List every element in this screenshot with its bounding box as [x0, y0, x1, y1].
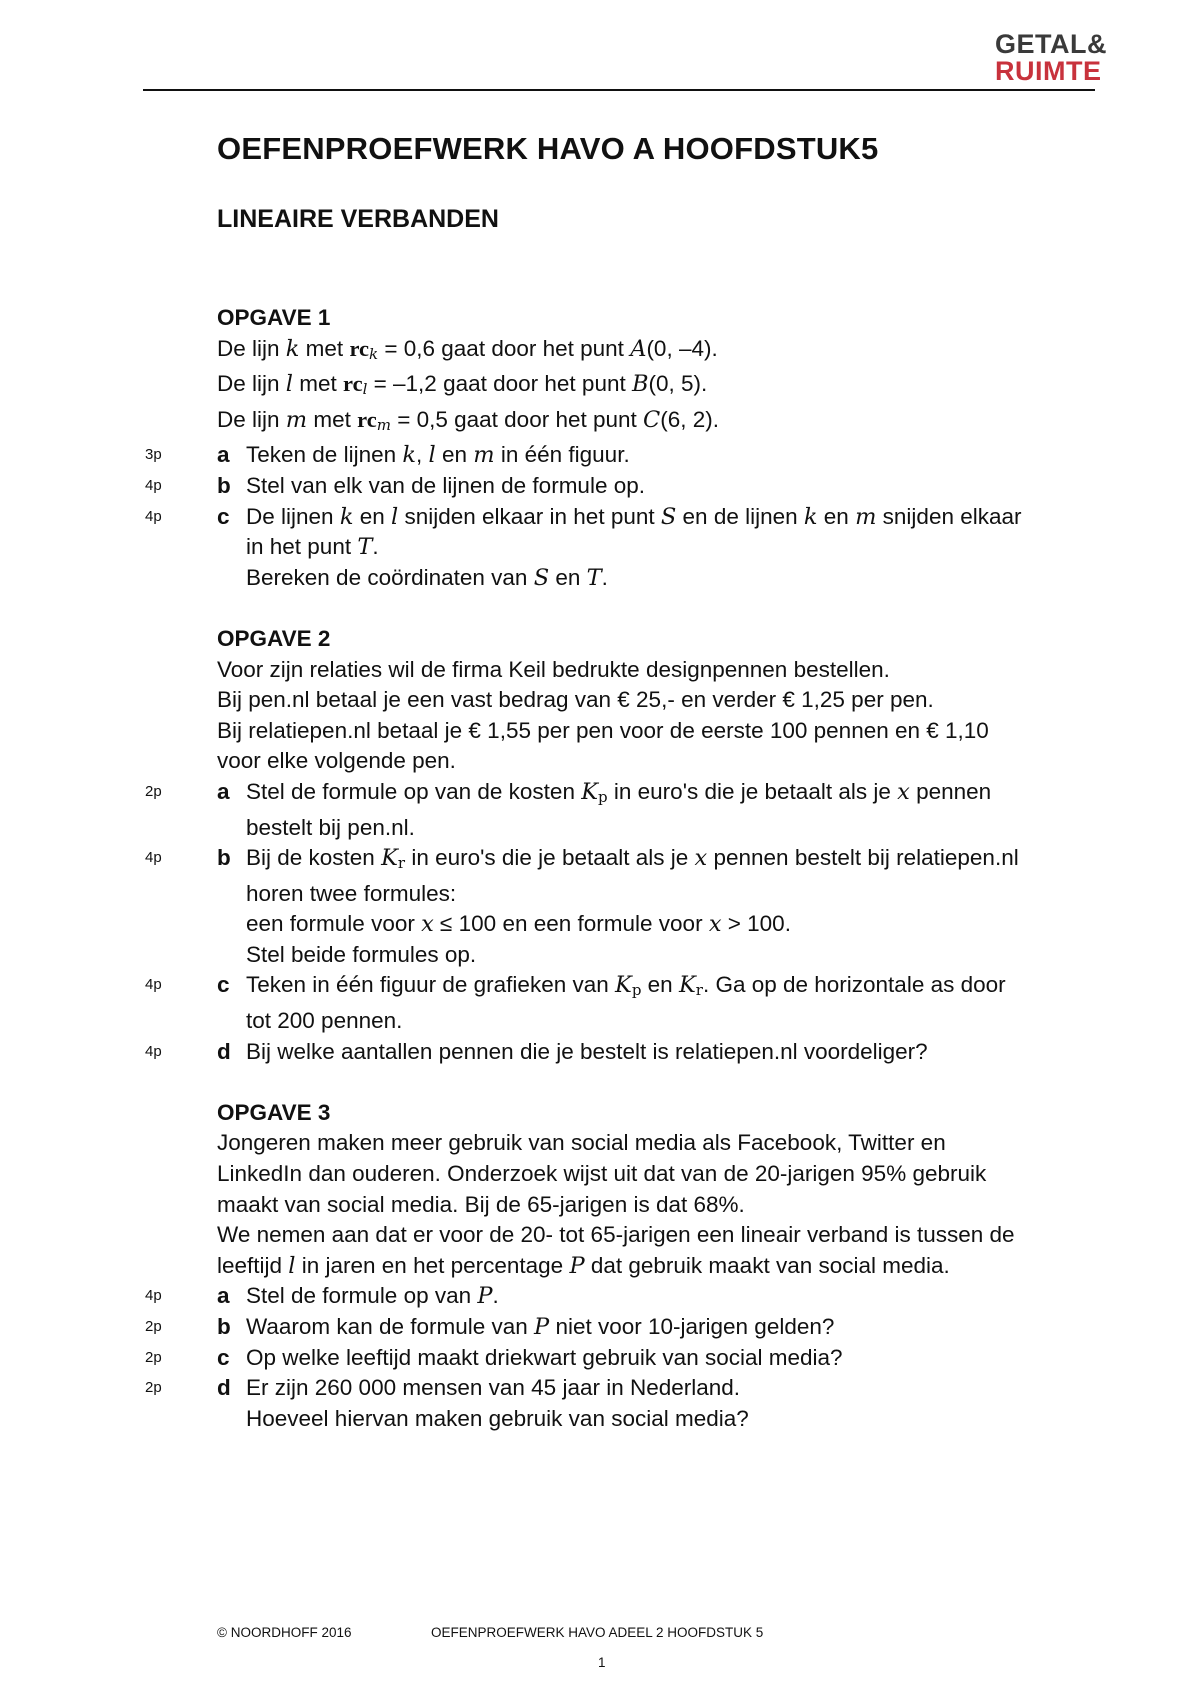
question-1a	[145, 440, 1097, 471]
intro-line: maakt van social media. Bij de 65-jarigen is dat 68%.	[217, 1191, 745, 1217]
question-3d	[145, 1373, 1097, 1434]
opgave-1	[145, 303, 1097, 593]
question-label: a	[217, 442, 230, 468]
intro-line: We nemen aan dat er voor de 20- tot 65-jarigen een lineair verband is tussen de	[217, 1222, 1015, 1248]
question-3c	[145, 1343, 1097, 1374]
opgave-2	[145, 624, 1097, 1067]
question-label: d	[217, 1375, 231, 1401]
question-text-line: Stel de formule op van de kosten $K_p$ in euro's die je betaalt als je x pennen	[246, 778, 992, 806]
question-3a	[145, 1281, 1097, 1312]
intro-line: Bij pen.nl betaal je een vast bedrag van € 25,- en verder € 1,25 per pen.	[217, 687, 934, 713]
question-text-line: in het punt T.	[246, 534, 379, 561]
question-2b	[145, 843, 1097, 970]
question-points: 4p	[145, 849, 162, 867]
question-points: 4p	[145, 507, 162, 525]
footer-document-title: OEFENPROEFWERK HAVO ADEEL 2 HOOFDSTUK 5	[431, 1625, 764, 1640]
question-text-line: een formule voor x ≤ 100 en een formule voor x > 100.	[246, 911, 791, 938]
question-1c	[145, 502, 1097, 594]
question-2a	[145, 777, 1097, 843]
question-points: 4p	[145, 476, 162, 494]
question-label: a	[217, 778, 230, 804]
question-1b	[145, 471, 1097, 502]
question-points: 4p	[145, 976, 162, 994]
question-text-line: Er zijn 260 000 mensen van 45 jaar in Nederland.	[246, 1375, 741, 1401]
question-text-line: Stel beide formules op.	[246, 941, 477, 967]
logo-line-1: GETAL&	[995, 29, 1107, 59]
question-2d	[145, 1037, 1097, 1068]
intro-line: De lijn l met $rc_l = -1,2$ gaat door het punt B(0, 5).	[217, 371, 708, 399]
question-points: 3p	[145, 446, 162, 464]
intro-line: Jongeren maken meer gebruik van social media als Facebook, Twitter en	[217, 1130, 946, 1156]
question-text-line: Bereken de coördinaten van S en T.	[246, 564, 608, 591]
question-2c	[145, 970, 1097, 1036]
question-points: 2p	[145, 1348, 162, 1366]
question-text-line: bestelt bij pen.nl.	[246, 814, 415, 840]
question-points: 2p	[145, 782, 162, 800]
logo-line-2: RUIMTE	[995, 56, 1102, 86]
question-label: b	[217, 472, 231, 498]
question-text-line: Bij de kosten $K_r$ in euro's die je betaalt als je x pennen bestelt bij relatiepen.nl	[246, 845, 1019, 873]
question-label: b	[217, 1314, 231, 1339]
footer-copyright: © NOORDHOFF 2016	[217, 1625, 352, 1640]
question-3b	[145, 1312, 1097, 1343]
exercise-content	[145, 303, 1097, 1465]
intro-line: voor elke volgende pen.	[217, 748, 456, 774]
intro-line: De lijn m met $rc_m = 0,5$ gaat door het punt C(6, 2).	[217, 406, 720, 434]
header-rule	[143, 89, 1095, 91]
question-text-line: Op welke leeftijd maakt driekwart gebruik van social media?	[246, 1344, 843, 1370]
question-text-line: Stel van elk van de lijnen de formule op.	[246, 472, 645, 498]
question-points: 4p	[145, 1042, 162, 1060]
question-label: d	[217, 1038, 231, 1064]
footer	[217, 1625, 764, 1640]
question-points: 4p	[145, 1287, 162, 1305]
question-text-line: Bij welke aantallen pennen die je bestelt is relatiepen.nl voordeliger?	[246, 1038, 928, 1064]
question-label: c	[217, 972, 230, 998]
question-text-line: Stel de formule op van P.	[246, 1283, 499, 1310]
question-label: a	[217, 1283, 230, 1309]
opgave-heading: OPGAVE 2	[217, 625, 331, 651]
question-points: 2p	[145, 1379, 162, 1397]
question-label: b	[217, 845, 231, 871]
question-text-line: Waarom kan de formule van P niet voor 10-jarigen gelden?	[246, 1314, 835, 1340]
opgave-heading: OPGAVE 3	[217, 1099, 331, 1125]
publisher-logo	[995, 31, 1113, 85]
document-title: OEFENPROEFWERK HAVO A HOOFDSTUK5	[217, 131, 879, 166]
question-text-line: Teken in één figuur de grafieken van $K_p$ en $K_r$. Ga op de horizontale as door	[246, 972, 1006, 1000]
intro-line: LinkedIn dan ouderen. Onderzoek wijst uit dat van de 20-jarigen 95% gebruik	[217, 1161, 987, 1187]
question-text-line: tot 200 pennen.	[246, 1008, 403, 1034]
question-label: c	[217, 503, 230, 529]
intro-line: De lijn k met $rc_k = 0,6$ gaat door het punt A(0, –4).	[217, 335, 718, 363]
intro-line: Bij relatiepen.nl betaal je € 1,55 per pen voor de eerste 100 pennen en € 1,10	[217, 717, 989, 743]
question-label: c	[217, 1344, 230, 1370]
opgave-heading: OPGAVE 1	[217, 305, 331, 330]
opgave-3	[145, 1098, 1097, 1435]
question-points: 2p	[145, 1318, 162, 1335]
intro-line: Voor zijn relaties wil de firma Keil bedrukte designpennen bestellen.	[217, 656, 890, 682]
question-text-line: Teken de lijnen k, l en m in één figuur.	[246, 442, 630, 469]
question-text-line: Hoeveel hiervan maken gebruik van social media?	[246, 1405, 749, 1431]
page-number: 1	[598, 1655, 606, 1670]
question-text-line: horen twee formules:	[246, 880, 457, 906]
question-text-line: De lijnen k en l snijden elkaar in het punt S en de lijnen k en m snijden elkaar	[246, 503, 1022, 530]
intro-line: leeftijd l in jaren en het percentage P dat gebruik maakt van social media.	[217, 1252, 950, 1279]
document-subtitle: LINEAIRE VERBANDEN	[217, 205, 499, 233]
